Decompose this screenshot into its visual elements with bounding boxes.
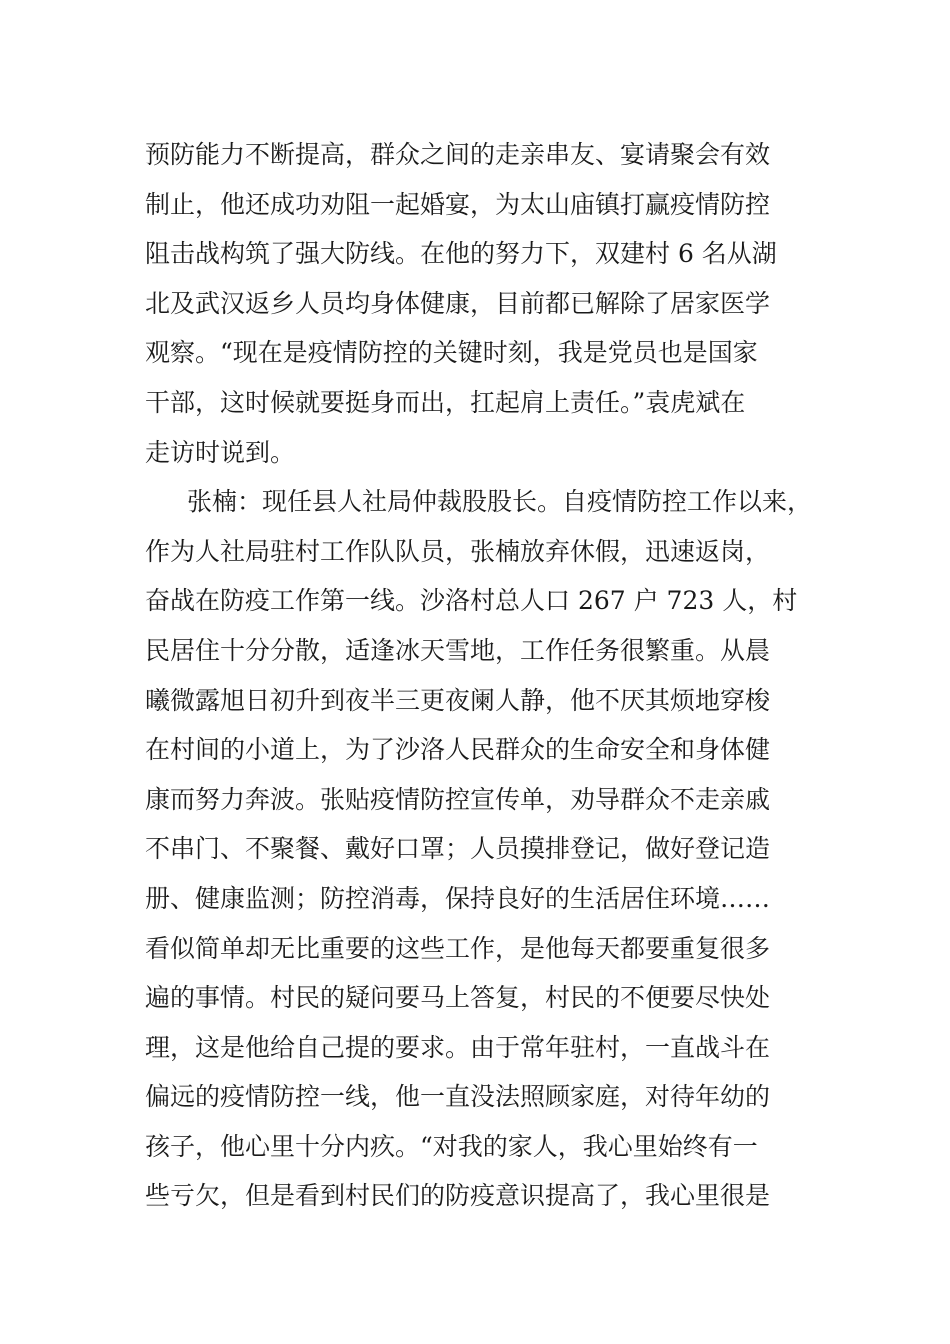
text-line: 不串门、不聚餐、戴好口罩；人员摸排登记，做好登记造 xyxy=(145,834,771,864)
text-line: 制止，他还成功劝阻一起婚宴，为太山庙镇打赢疫情防控 xyxy=(145,189,771,219)
text-line: 预防能力不断提高，群众之间的走亲串友、宴请聚会有效 xyxy=(145,140,771,169)
paragraph-yuan-hubin xyxy=(145,130,845,477)
text-line: 在村间的小道上，为了沙洛人民群众的生命安全和身体健 xyxy=(145,735,771,765)
text-line: 民居住十分分散，适逢冰天雪地，工作任务很繁重。从晨 xyxy=(145,635,771,665)
text-line: 理，这是他给自己提的要求。由于常年驻村，一直战斗在 xyxy=(145,1032,771,1062)
paragraph-zhang-nan xyxy=(145,477,845,1221)
text-line: 册、健康监测；防控消毒，保持良好的生活居住环境…… xyxy=(145,883,771,913)
text-line: 看似简单却无比重要的这些工作，是他每天都要重复很多 xyxy=(145,933,771,963)
text-line: 康而努力奔波。张贴疫情防控宣传单，劝导群众不走亲戚 xyxy=(145,784,771,814)
text-line-indented: 张楠：现任县人社局仲裁股股长。自疫情防控工作以来， xyxy=(187,487,813,517)
text-line: 阻击战构筑了强大防线。在他的努力下，双建村 6 名从湖 xyxy=(145,239,777,269)
text-line: 作为人社局驻村工作队队员，张楠放弃休假，迅速返岗， xyxy=(145,536,771,566)
text-line: 些亏欠，但是看到村民们的防疫意识提高了，我心里很是 xyxy=(145,1181,771,1211)
text-line: 偏远的疫情防控一线，他一直没法照顾家庭，对待年幼的 xyxy=(145,1082,771,1112)
text-line: 孩子，他心里十分内疚。“对我的家人，我心里始终有一 xyxy=(145,1131,758,1161)
text-line: 奋战在防疫工作第一线。沙洛村总人口 267 户 723 人，村 xyxy=(145,586,798,616)
text-line: 北及武汉返乡人员均身体健康，目前都已解除了居家医学 xyxy=(145,288,771,318)
document-body xyxy=(145,130,845,1221)
text-line: 曦微露旭日初升到夜半三更夜阑人静，他不厌其烦地穿梭 xyxy=(145,685,771,715)
text-line: 干部，这时候就要挺身而出，扛起肩上责任。”袁虎斌在 xyxy=(145,387,746,417)
text-line: 走访时说到。 xyxy=(145,437,296,467)
text-line: 观察。“现在是疫情防控的关键时刻，我是党员也是国家 xyxy=(145,338,758,368)
text-line: 遍的事情。村民的疑问要马上答复，村民的不便要尽快处 xyxy=(145,983,771,1013)
